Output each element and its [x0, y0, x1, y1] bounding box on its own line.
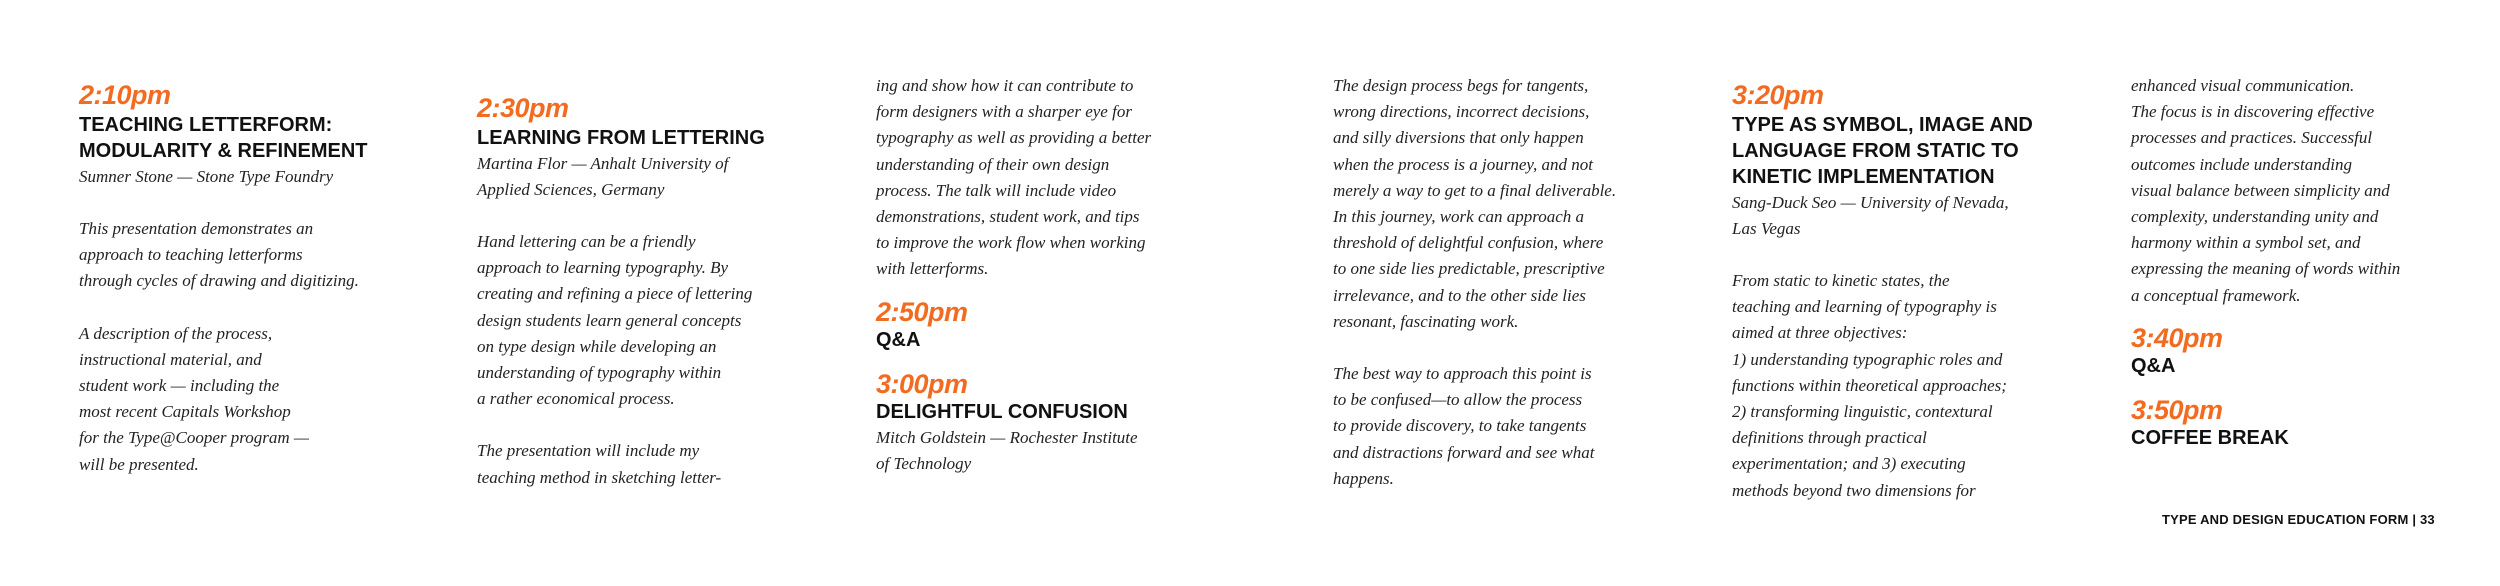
- session-time: 3:50pm: [2131, 394, 2223, 425]
- session-description: A description of the process, instructional material, and student work — including the most recent Capitals Workshop for the Type@Cooper program — will be presented.: [79, 323, 310, 474]
- session-description: The best way to approach this point is to be confused—to allow the process to provide discovery, to take tangents and distractions forward and see what happens.: [1333, 364, 1595, 488]
- session-description: The design process begs for tangents, wrong directions, incorrect decisions, and silly diversions that only happen when the process is a journey, and not merely a way to get to a final deliverable. In this journey, work can approach a threshold of delightful confusion, where to one side lies predictable, prescriptive irrelevance, and to the other side lies resonant, fascinating work.: [1333, 76, 1617, 331]
- session-time: 2:30pm: [477, 93, 569, 123]
- session-time: 3:40pm: [2131, 322, 2223, 353]
- column-3: [876, 73, 1226, 477]
- session-speaker: Sumner Stone — Stone Type Foundry: [79, 167, 334, 186]
- column-6: [2131, 73, 2481, 451]
- session-time: 2:10pm: [79, 80, 171, 110]
- session-description: The presentation will include my teaching method in sketching letter-: [477, 441, 722, 487]
- session-speaker: Martina Flor — Anhalt University of Applied Sciences, Germany: [477, 154, 729, 199]
- session-description: From static to kinetic states, the teaching and learning of typography is aimed at three objectives: 1) understanding typographic roles and functions within theoretical approaches; 2) transforming linguistic, contextural definitions through practical experimentation; and 3) executing methods beyond two dimensions for: [1732, 271, 2007, 500]
- session-title: TYPE AS SYMBOL, IMAGE AND LANGUAGE FROM STATIC TO KINETIC IMPLEMENTATION: [1732, 114, 2033, 188]
- session-description: enhanced visual communication. The focus is in discovering effective processes and practices. Successful outcomes include understanding visual balance between simplicity and complexity, understanding unity and harmony within a symbol set, and expressing the meaning of words within a conceptual framework.: [2131, 76, 2401, 305]
- page-footer: TYPE AND DESIGN EDUCATION FORM | 33: [2162, 512, 2435, 527]
- session-title: Q&A: [2131, 354, 2176, 377]
- session-time: 2:50pm: [876, 296, 968, 327]
- session-description: This presentation demonstrates an approach to teaching letterforms through cycles of drawing and digitizing.: [79, 219, 359, 291]
- session-speaker: Mitch Goldstein — Rochester Institute of Technology: [876, 427, 1138, 473]
- column-1: [79, 80, 409, 478]
- session-speaker: Sang-Duck Seo — University of Nevada, Las Vegas: [1732, 193, 2009, 238]
- column-4: [1333, 73, 1673, 492]
- session-title: Q&A: [876, 328, 921, 351]
- session-title: COFFEE BREAK: [2131, 426, 2289, 449]
- session-time: 3:20pm: [1732, 80, 1824, 110]
- session-title: TEACHING LETTERFORM: MODULARITY & REFINEMENT: [79, 114, 368, 162]
- session-title: DELIGHTFUL CONFUSION: [876, 400, 1128, 423]
- column-2: [477, 93, 817, 491]
- session-description: ing and show how it can contribute to form designers with a sharper eye for typography as well as providing a better understanding of their own design process. The talk will include video demonstrations, student work, and tips to improve the work flow when working with letterforms.: [876, 76, 1152, 279]
- session-title: LEARNING FROM LETTERING: [477, 127, 765, 149]
- session-time: 3:00pm: [876, 368, 968, 399]
- column-5: [1732, 80, 2082, 504]
- session-description: Hand lettering can be a friendly approach to learning typography. By creating and refining a piece of lettering design students learn general concepts on type design while developing an understanding of typography within a rather economical process.: [477, 232, 753, 409]
